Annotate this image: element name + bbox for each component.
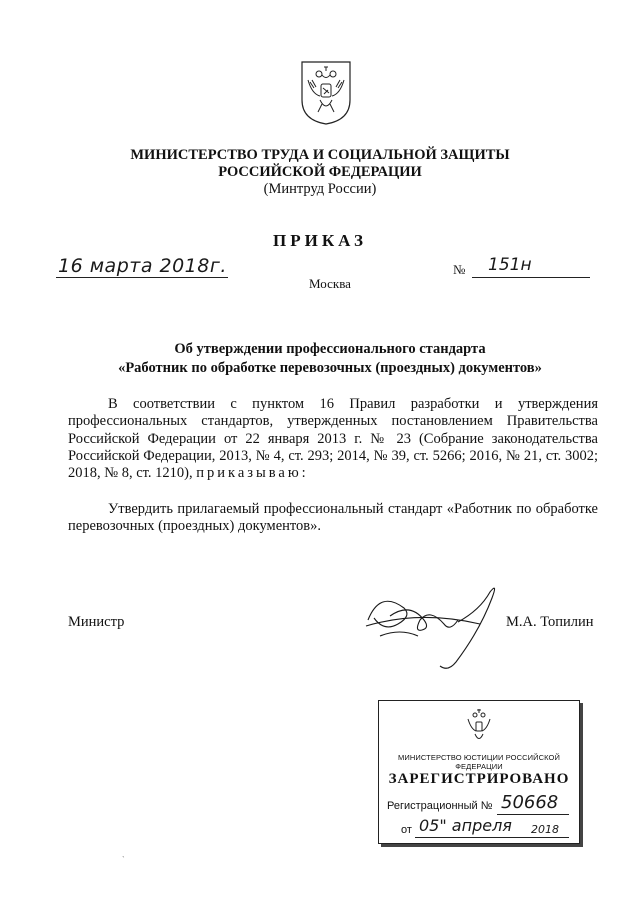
order-date: 16 марта 2018г. xyxy=(58,255,227,277)
coat-of-arms-icon xyxy=(300,60,352,126)
stamp-from-label: от xyxy=(401,824,412,836)
paragraph-1-text: В соответствии с пунктом 16 Правил разработки и утверждения профессиональных стандартов, утвержденных постановлением Правительства Российской Федерации от 22 января 2013 г. № 23 (Собрание законодательства Российской Федерации, 2013, № 4, ст. 293; 2014, № 39, ст. 5266; 2016, № 21, ст. 3002; 2018, № 8, ст. 1210), xyxy=(68,396,598,482)
order-directive: приказываю: xyxy=(196,465,309,482)
registration-stamp xyxy=(378,700,580,844)
ministry-short-name: (Минтруд России) xyxy=(263,181,377,197)
subject-line-1: Об утверждении профессионального стандарта xyxy=(174,341,486,357)
order-number-sign: № xyxy=(453,262,466,277)
ministry-line-1: МИНИСТЕРСТВО ТРУДА И СОЦИАЛЬНОЙ ЗАЩИТЫ xyxy=(130,147,510,163)
order-number: 151н xyxy=(488,255,532,275)
ministry-name xyxy=(0,147,640,181)
stamp-reg-number: 50668 xyxy=(501,792,559,813)
signatory-name: М.А. Топилин xyxy=(506,614,594,630)
order-subject xyxy=(0,340,640,378)
stamp-reg-date: 05" апреля xyxy=(419,816,512,835)
coat-of-arms-icon xyxy=(464,707,494,747)
order-city: Москва xyxy=(309,276,351,291)
reg-date-underline xyxy=(415,837,569,838)
signatory-position: Министр xyxy=(68,614,125,630)
order-title: ПРИКАЗ xyxy=(273,231,367,250)
body-paragraph-2: Утвердить прилагаемый профессиональный стандарт «Работник по обработке перевозочных (проездных) документов». xyxy=(68,501,598,535)
stamp-ministry: МИНИСТЕРСТВО ЮСТИЦИИ РОССИЙСКОЙ ФЕДЕРАЦИИ xyxy=(398,753,560,771)
stamp-year: 2018 xyxy=(531,823,559,836)
ministry-line-2: РОССИЙСКОЙ ФЕДЕРАЦИИ xyxy=(218,164,422,180)
stamp-reg-label: Регистрационный № xyxy=(387,800,493,812)
handwritten-signature xyxy=(360,580,515,670)
stamp-status: ЗАРЕГИСТРИРОВАНО xyxy=(388,771,570,787)
body-paragraph-1 xyxy=(68,396,598,482)
reg-number-underline xyxy=(497,814,569,815)
subject-line-2: «Работник по обработке перевозочных (проездных) документов» xyxy=(118,360,542,376)
scan-artifact-mark: ˋ xyxy=(122,855,125,864)
